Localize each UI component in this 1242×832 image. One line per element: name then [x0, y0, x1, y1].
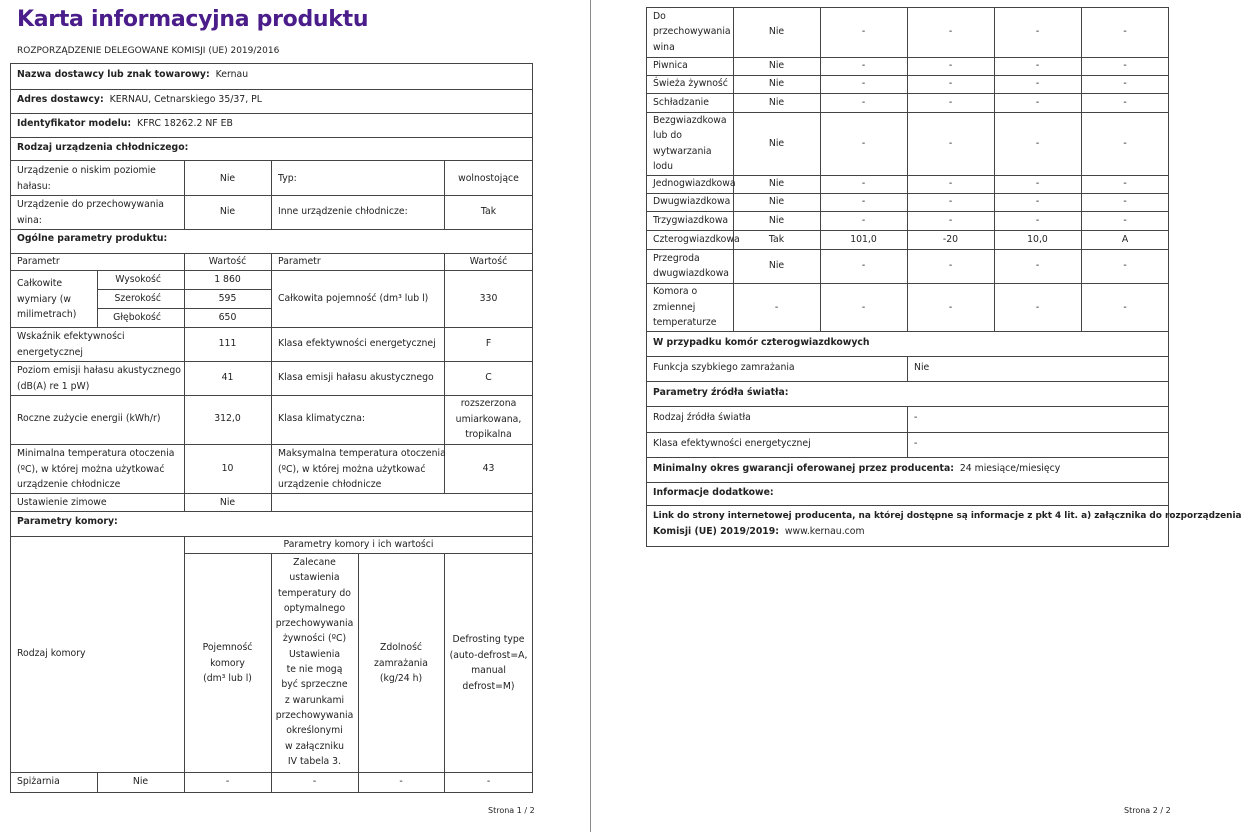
compartment-row-freeze: -	[1035, 137, 1040, 149]
compartment-row-defrost: -	[1123, 196, 1127, 208]
compartment-row-volume: -	[861, 214, 866, 226]
compartment-row-present: Tak	[768, 233, 785, 245]
compartment-row-temp: -	[948, 196, 953, 208]
compartment-row-volume: -	[861, 178, 866, 190]
compartment-row-temp: -	[948, 214, 953, 226]
fast-freeze-value: Nie	[914, 362, 930, 373]
compartment-row-present: Nie	[768, 60, 785, 72]
climate-class-label: Klasa klimatyczna:	[278, 413, 366, 424]
depth-value: 650	[218, 312, 237, 323]
compartment-row-present: Nie	[768, 96, 785, 108]
manufacturer-link-text-2: Komisji (UE) 2019/2019:	[653, 526, 779, 537]
noise-label: Poziom emisji hałasu akustycznego (dB(A) re 1 pW)	[17, 365, 181, 392]
fast-freeze-label: Funkcja szybkiego zamrażania	[653, 362, 795, 373]
annual-energy-value: 312,0	[214, 413, 241, 424]
compartment-row-freeze: -	[1035, 260, 1040, 272]
energy-class-value: F	[485, 338, 492, 349]
light-class-label: Klasa efektywności energetycznej	[653, 438, 811, 449]
compartment-row-temp: -	[948, 137, 953, 149]
compartment-values-header: Parametry komory i ich wartości	[283, 539, 434, 550]
annual-energy-label: Roczne zużycie energii (kWh/r)	[17, 413, 161, 424]
noise-value: 41	[221, 372, 234, 383]
total-volume-value: 330	[479, 293, 498, 304]
model-label: Identyfikator modelu:	[17, 118, 132, 129]
compartment-row-defrost: -	[1123, 26, 1127, 38]
height-label: Wysokość	[115, 274, 161, 285]
compartment-row-volume: -	[861, 26, 866, 38]
noise-class-value: C	[485, 372, 492, 383]
light-type-value: -	[914, 412, 918, 423]
general-params-header: Ogólne parametry produktu:	[17, 233, 168, 244]
other-appliance-value: Tak	[480, 206, 497, 217]
compartment-row-name: Do przechowywania wina	[653, 10, 731, 53]
light-class-value: -	[914, 438, 918, 449]
compartment-row-name: Świeża żywność	[653, 78, 728, 90]
compartment-row-defrost: -	[1123, 301, 1127, 313]
col-temp-header: Zalecane ustawienia temperatury do optymalnego przechowywania żywności (ºC) Ustawienia te nie mogą być sprzeczne z warunkami przechowywania określonymi w załączniku IV tabela 3.	[275, 557, 354, 767]
compartment-type-header: Rodzaj komory	[17, 648, 86, 659]
manufacturer-link-text: Link do strony internetowej producenta, na której dostępne są informacje z pkt 4 lit. a) załącznika do rozporządzenia	[653, 511, 1242, 521]
compartment-row-present: Nie	[768, 178, 785, 190]
col-freeze-header: Zdolność zamrażania (kg/24 h)	[374, 642, 428, 684]
warranty-label: Minimalny okres gwarancji oferowanej przez producenta:	[653, 463, 954, 474]
compartment-row-volume: 101,0	[850, 233, 877, 245]
compartment-row-freeze: -	[1035, 26, 1040, 38]
model-value: KFRC 18262.2 NF EB	[137, 118, 233, 129]
additional-info-header: Informacje dodatkowe:	[653, 487, 774, 498]
param-header-right: Parametr	[278, 256, 321, 267]
depth-label: Głębokość	[113, 312, 161, 323]
compartment-row-name: Bezgwiazdkowa lub do wytwarzania lodu	[653, 114, 727, 172]
compartment-row-freeze: -	[1035, 60, 1040, 72]
supplier-value: Kernau	[215, 69, 249, 80]
compartment-row-defrost: -	[1123, 214, 1127, 226]
compartment-row-present: Nie	[768, 214, 785, 226]
compartment-row-temp: -	[948, 26, 953, 38]
width-value: 595	[218, 293, 237, 304]
max-temp-value: 43	[482, 463, 495, 474]
compartment-row-name: Jednogwiazdkowa	[653, 178, 736, 190]
compartment-row-present: Nie	[768, 78, 785, 90]
row-divider	[646, 283, 1169, 284]
address-value: KERNAU, Cetnarskiego 35/37, PL	[109, 94, 262, 105]
pantry-row-temp: -	[312, 776, 317, 787]
compartment-row-defrost: -	[1123, 260, 1127, 272]
compartment-row-volume: -	[861, 196, 866, 208]
pantry-row-name: Spiżarnia	[17, 776, 60, 787]
compartment-row-freeze: 10,0	[1027, 233, 1048, 245]
dimensions-label: Całkowite wymiary (w milimetrach)	[17, 278, 77, 320]
four-star-header: W przypadku komór czterogwiazdkowych	[653, 337, 870, 348]
manufacturer-link[interactable]: www.kernau.com	[784, 526, 865, 537]
compartment-row-name: Dwugwiazdkowa	[653, 196, 731, 208]
compartment-row-defrost: -	[1123, 137, 1127, 149]
height-value: 1 860	[214, 274, 241, 285]
type-label: Typ:	[278, 173, 297, 184]
wine-value: Nie	[219, 206, 236, 217]
model-row	[17, 116, 233, 132]
compartment-row-present: Nie	[768, 26, 785, 38]
compartment-row-volume: -	[861, 96, 866, 108]
compartment-row-present: Nie	[768, 260, 785, 272]
page-title: Karta informacyjna produktu	[17, 7, 369, 32]
compartment-row-freeze: -	[1035, 301, 1040, 313]
page-1	[0, 0, 590, 832]
compartment-row-name: Przegroda dwugwiazdkowa	[653, 252, 730, 279]
param-header-left: Parametr	[17, 256, 60, 267]
address-row	[17, 92, 262, 108]
pantry-row-volume: -	[225, 776, 230, 787]
compartment-row-freeze: -	[1035, 178, 1040, 190]
low-noise-value: Nie	[219, 173, 236, 184]
compartment-row-temp: -	[948, 96, 953, 108]
other-appliance-label: Inne urządzenie chłodnicze:	[278, 206, 408, 217]
page-number: Strona 1 / 2	[488, 806, 535, 815]
compartment-row-temp: -20	[942, 233, 959, 245]
page-2	[591, 0, 1242, 832]
manufacturer-link-row	[653, 524, 865, 540]
compartment-row-present: -	[774, 301, 779, 313]
compartment-row-name: Komora o zmiennej temperaturze	[653, 286, 717, 329]
light-type-label: Rodzaj źródła światła	[653, 412, 751, 423]
energy-class-label: Klasa efektywności energetycznej	[278, 338, 436, 349]
pantry-row-freeze: -	[399, 776, 403, 787]
compartment-row-freeze: -	[1035, 96, 1040, 108]
compartment-row-volume: -	[861, 137, 866, 149]
winter-setting-value: Nie	[219, 497, 236, 508]
eei-label: Wskaźnik efektywności energetycznej	[17, 331, 125, 358]
pantry-row-defrost: -	[486, 776, 491, 787]
compartment-row-defrost: -	[1123, 60, 1127, 72]
compartment-row-volume: -	[861, 78, 866, 90]
max-temp-label: Maksymalna temperatura otoczenia (ºC), w której można użytkować urządzenie chłodnicze	[278, 448, 446, 490]
compartment-row-defrost: -	[1123, 178, 1127, 190]
winter-setting-label: Ustawienie zimowe	[17, 497, 107, 508]
compartment-row-volume: -	[861, 301, 866, 313]
compartment-row-temp: -	[948, 178, 953, 190]
compartment-row-name: Piwnica	[653, 60, 688, 72]
compartment-params-header: Parametry komory:	[17, 516, 118, 527]
regulation-reference: ROZPORZĄDZENIE DELEGOWANE KOMISJI (UE) 2019/2016	[17, 46, 280, 56]
compartment-row-defrost: -	[1123, 96, 1127, 108]
compartment-row-freeze: -	[1035, 214, 1040, 226]
compartment-row-name: Schładzanie	[653, 96, 709, 108]
col-defrost-header: Defrosting type (auto-defrost=A, manual defrost=M)	[449, 634, 528, 692]
min-temp-label: Minimalna temperatura otoczenia (ºC), w której można użytkować urządzenie chłodnicze	[17, 448, 175, 490]
value-header-left: Wartość	[208, 256, 247, 267]
pantry-row-present: Nie	[132, 776, 149, 787]
page-number: Strona 2 / 2	[1124, 806, 1171, 815]
width-label: Szerokość	[114, 293, 161, 304]
noise-class-label: Klasa emisji hałasu akustycznego	[278, 372, 434, 383]
compartment-row-temp: -	[948, 60, 953, 72]
supplier-row	[17, 67, 248, 83]
compartment-row-defrost: A	[1121, 233, 1129, 245]
appliance-type-header: Rodzaj urządzenia chłodniczego:	[17, 142, 189, 153]
wine-label: Urządzenie do przechowywania wina:	[17, 199, 164, 226]
compartment-row-name: Czterogwiazdkowa	[653, 233, 740, 245]
warranty-value: 24 miesiące/miesięcy	[959, 463, 1061, 474]
light-source-header: Parametry źródła światła:	[653, 387, 789, 398]
total-volume-label: Całkowita pojemność (dm³ lub l)	[278, 293, 429, 304]
compartment-row-freeze: -	[1035, 78, 1040, 90]
compartment-row-temp: -	[948, 78, 953, 90]
min-temp-value: 10	[221, 463, 234, 474]
eei-value: 111	[218, 338, 237, 349]
climate-class-value: rozszerzona umiarkowana, tropikalna	[455, 398, 522, 440]
compartment-row-defrost: -	[1123, 78, 1127, 90]
col-volume-header: Pojemność komory (dm³ lub l)	[202, 642, 253, 684]
compartment-row-temp: -	[948, 301, 953, 313]
compartment-row-volume: -	[861, 60, 866, 72]
compartment-row-temp: -	[948, 260, 953, 272]
compartment-row-present: Nie	[768, 196, 785, 208]
low-noise-label: Urządzenie o niskim poziomie hałasu:	[17, 165, 156, 192]
compartment-row-volume: -	[861, 260, 866, 272]
compartment-row-freeze: -	[1035, 196, 1040, 208]
value-header-right: Wartość	[469, 256, 508, 267]
compartment-row-name: Trzygwiazdkowa	[653, 214, 729, 226]
compartment-row-present: Nie	[768, 137, 785, 149]
address-label: Adres dostawcy:	[17, 94, 104, 105]
type-value: wolnostojące	[458, 173, 519, 184]
warranty-row	[653, 461, 1060, 477]
supplier-label: Nazwa dostawcy lub znak towarowy:	[17, 69, 210, 80]
